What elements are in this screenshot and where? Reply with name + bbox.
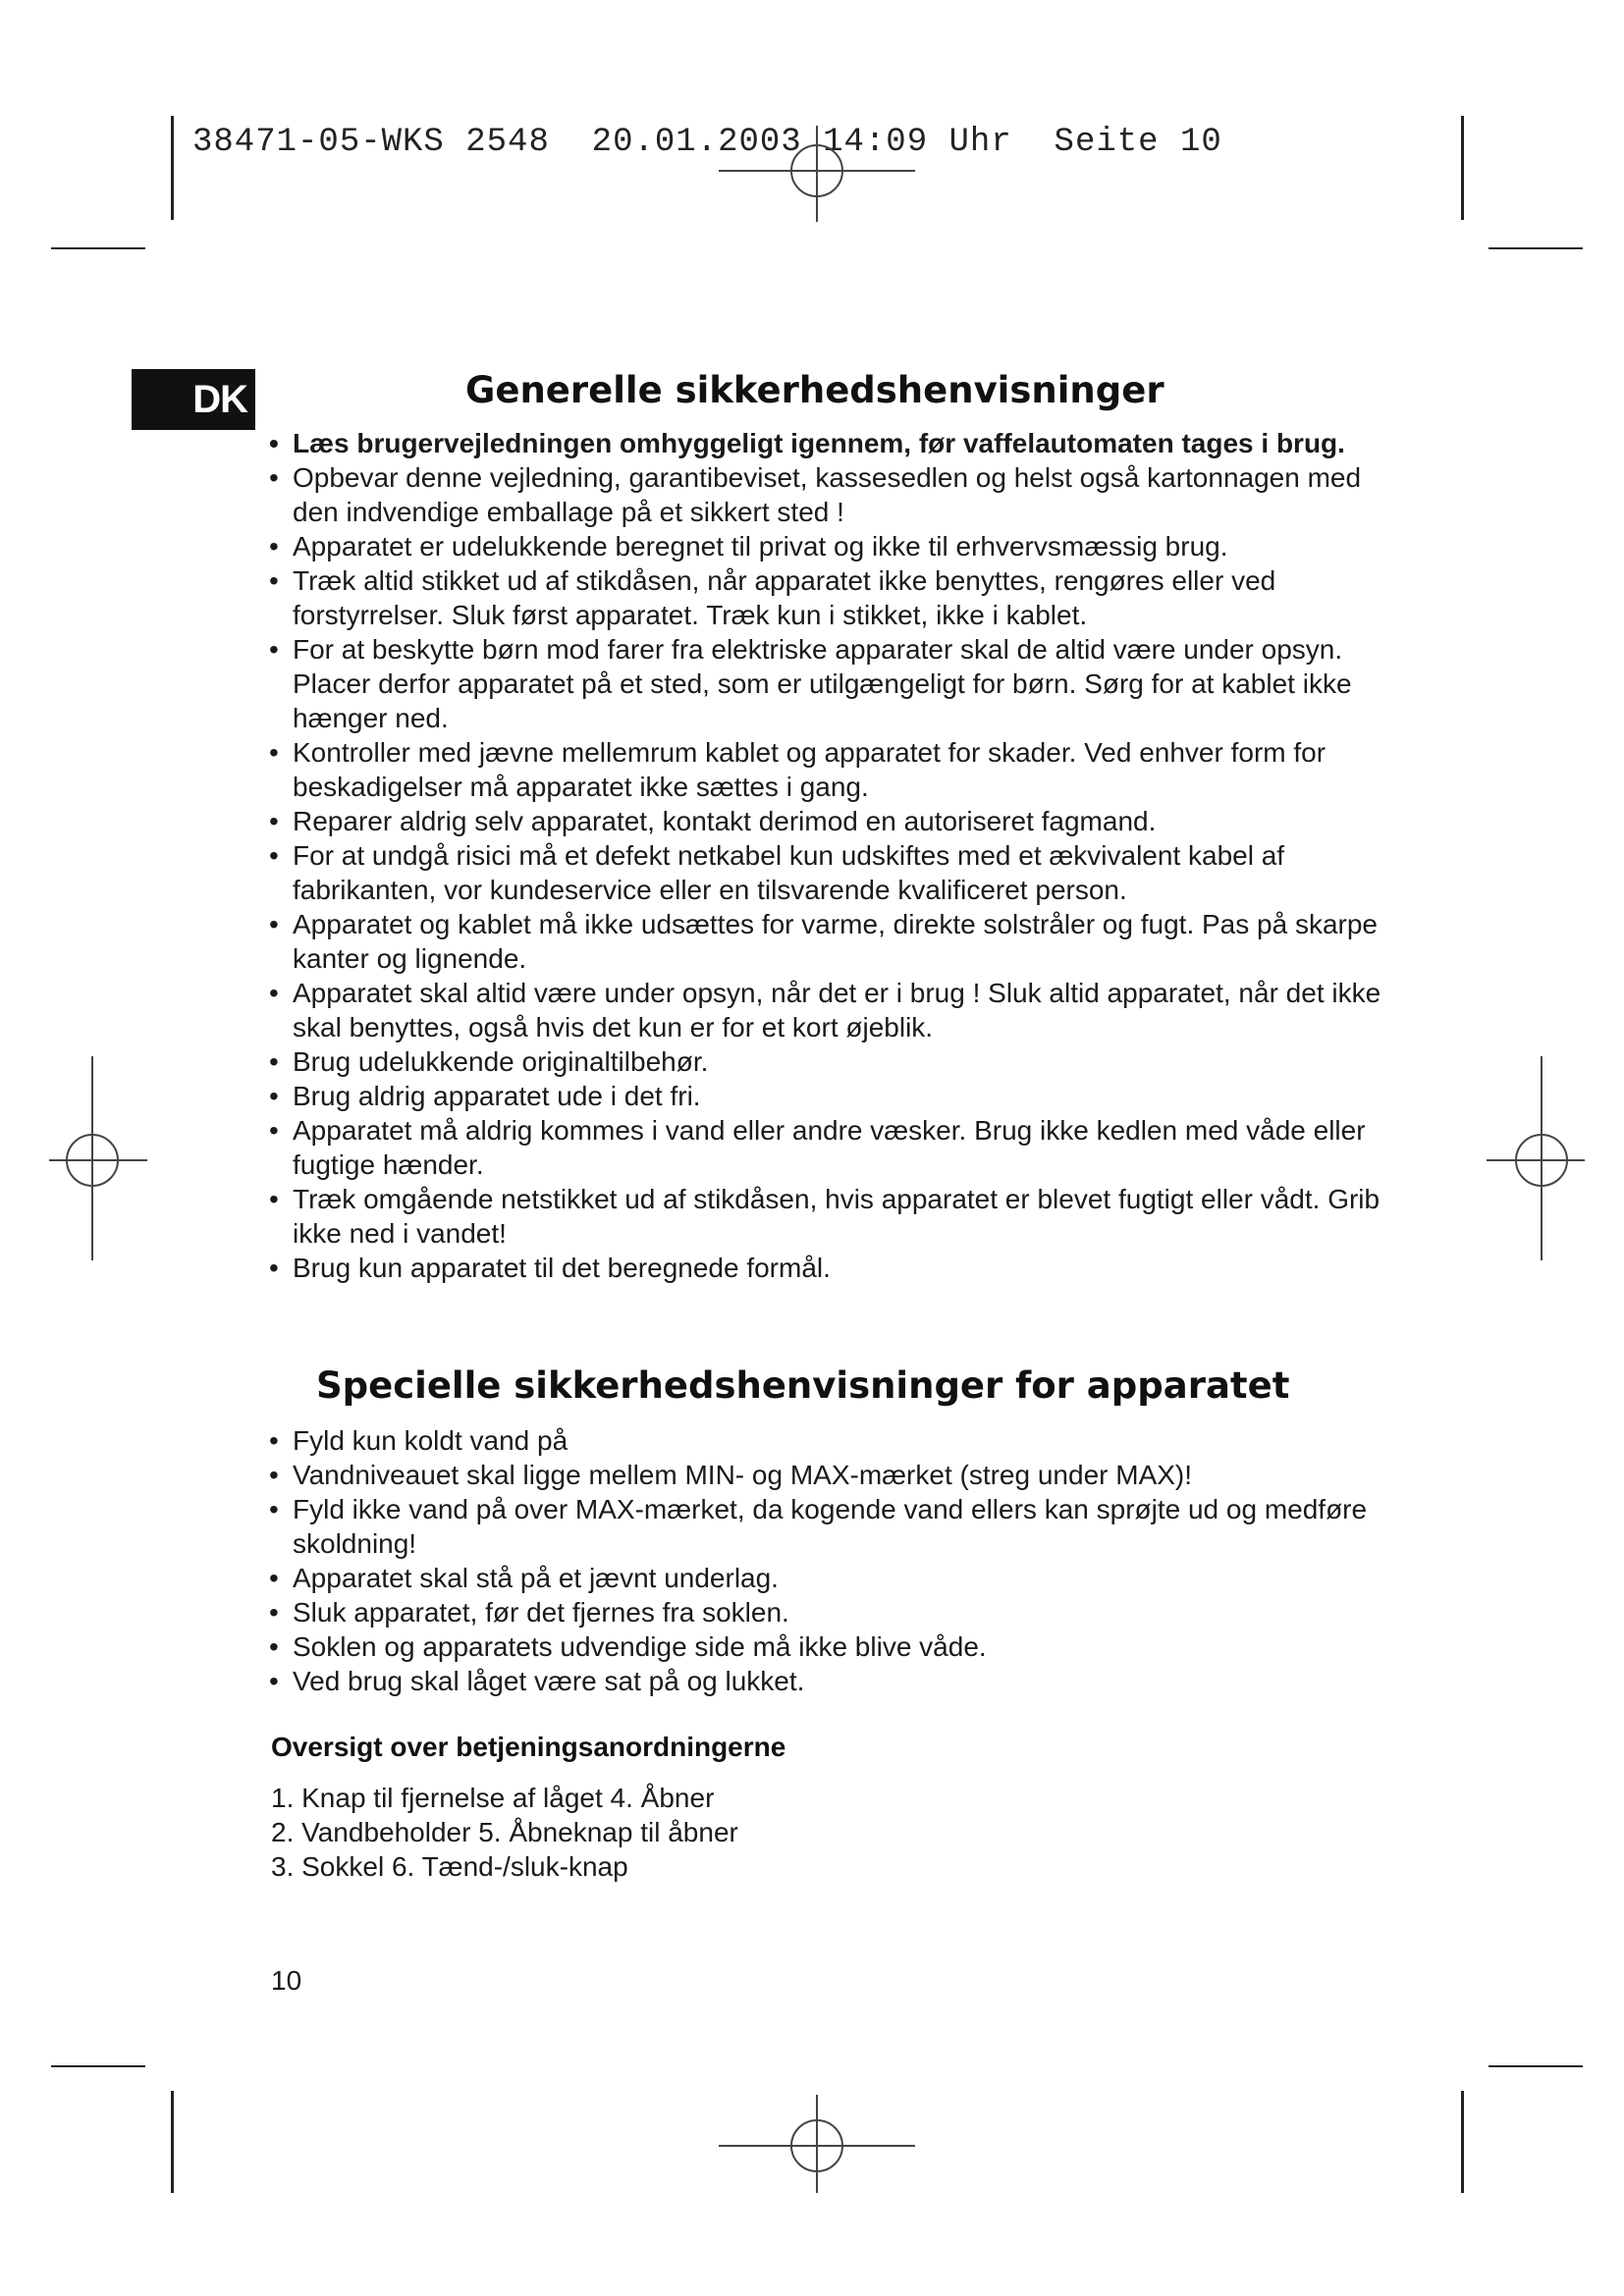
list-item: • Sluk apparatet, før det fjernes fra soklen. xyxy=(269,1595,1388,1629)
list-item: • Fyld ikke vand på over MAX-mærket, da kogende vand ellers kan sprøjte ud og medføre skoldning! xyxy=(269,1492,1388,1561)
special-safety-title: Specielle sikkerhedshenvisninger for apparatet xyxy=(316,1364,1290,1407)
list-item: • Vandniveauet skal ligge mellem MIN- og MAX-mærket (streg under MAX)! xyxy=(269,1458,1388,1492)
list-item: 3. Sokkel 6. Tænd-/sluk-knap xyxy=(271,1851,628,1882)
list-item: • Brug aldrig apparatet ude i det fri. xyxy=(269,1079,1388,1113)
registration-mark-icon xyxy=(1481,1050,1591,1266)
printer-slug: 38471-05-WKS 2548 20.01.2003 14:09 Uhr Seite 10 xyxy=(192,124,1222,161)
list-item: • Brug kun apparatet til det beregnede formål. xyxy=(269,1251,1388,1285)
registration-mark-icon xyxy=(43,1050,153,1266)
crop-mark xyxy=(1461,116,1464,220)
list-item: • Træk altid stikket ud af stikdåsen, når apparatet ikke benyttes, rengøres eller ved forstyrrelser. Sluk først apparatet. Træk kun i stikket, ikke i kablet. xyxy=(269,563,1388,632)
list-item: • Fyld kun koldt vand på xyxy=(269,1423,1388,1458)
crop-mark xyxy=(171,2091,174,2193)
registration-mark-icon xyxy=(709,106,925,224)
list-item: • Apparatet må aldrig kommes i vand eller andre væsker. Brug ikke kedlen med våde eller fugtige hænder. xyxy=(269,1113,1388,1182)
list-item: • Læs brugervejledningen omhyggeligt igennem, før vaffelautomaten tages i brug. xyxy=(269,426,1388,460)
crop-mark xyxy=(51,247,145,249)
list-item: • Opbevar denne vejledning, garantibeviset, kassesedlen og helst også kartonnagen med den indvendige emballage på et sikkert sted ! xyxy=(269,460,1388,529)
list-item: 2. Vandbeholder 5. Åbneknap til åbner xyxy=(271,1817,738,1847)
list-item: • Apparatet er udelukkende beregnet til privat og ikke til erhvervsmæssig brug. xyxy=(269,529,1388,563)
general-safety-title: Generelle sikkerhedshenvisninger xyxy=(465,369,1164,411)
list-item: • For at undgå risici må et defekt netkabel kun udskiftes med et ækvivalent kabel af fabrikanten, vor kundeservice eller en tilsvarende kvalificeret person. xyxy=(269,838,1388,907)
list-item: • Apparatet og kablet må ikke udsættes for varme, direkte solstråler og fugt. Pas på skarpe kanter og lignende. xyxy=(269,907,1388,976)
crop-mark xyxy=(171,116,174,220)
controls-list xyxy=(271,1781,738,1884)
list-item: • For at beskytte børn mod farer fra elektriske apparater skal de altid være under opsyn. Placer derfor apparatet på et sted, som er utilgængeligt for børn. Sørg for at kablet ikke hænger ned. xyxy=(269,632,1388,735)
registration-mark-icon xyxy=(709,2091,925,2209)
list-item: • Apparatet skal altid være under opsyn, når det er i brug ! Sluk altid apparatet, når det ikke skal benyttes, også hvis det kun er for et kort øjeblik. xyxy=(269,976,1388,1044)
special-safety-list xyxy=(269,1423,1388,1698)
list-item: • Soklen og apparatets udvendige side må ikke blive våde. xyxy=(269,1629,1388,1664)
crop-mark xyxy=(1489,2065,1583,2067)
crop-mark xyxy=(51,2065,145,2067)
language-tab: DK xyxy=(132,369,255,430)
list-item: 1. Knap til fjernelse af låget 4. Åbner xyxy=(271,1783,715,1813)
controls-overview-title: Oversigt over betjeningsanordningerne xyxy=(271,1732,786,1762)
crop-mark xyxy=(1489,247,1583,249)
list-item: • Reparer aldrig selv apparatet, kontakt derimod en autoriseret fagmand. xyxy=(269,804,1388,838)
page-number: 10 xyxy=(271,1965,302,1996)
list-item: • Ved brug skal låget være sat på og lukket. xyxy=(269,1664,1388,1698)
list-item: • Træk omgående netstikket ud af stikdåsen, hvis apparatet er blevet fugtigt eller vådt. Grib ikke ned i vandet! xyxy=(269,1182,1388,1251)
crop-mark xyxy=(1461,2091,1464,2193)
general-safety-list xyxy=(269,426,1388,1285)
list-item: • Kontroller med jævne mellemrum kablet og apparatet for skader. Ved enhver form for beskadigelser må apparatet ikke sættes i gang. xyxy=(269,735,1388,804)
list-item: • Brug udelukkende originaltilbehør. xyxy=(269,1044,1388,1079)
list-item: • Apparatet skal stå på et jævnt underlag. xyxy=(269,1561,1388,1595)
